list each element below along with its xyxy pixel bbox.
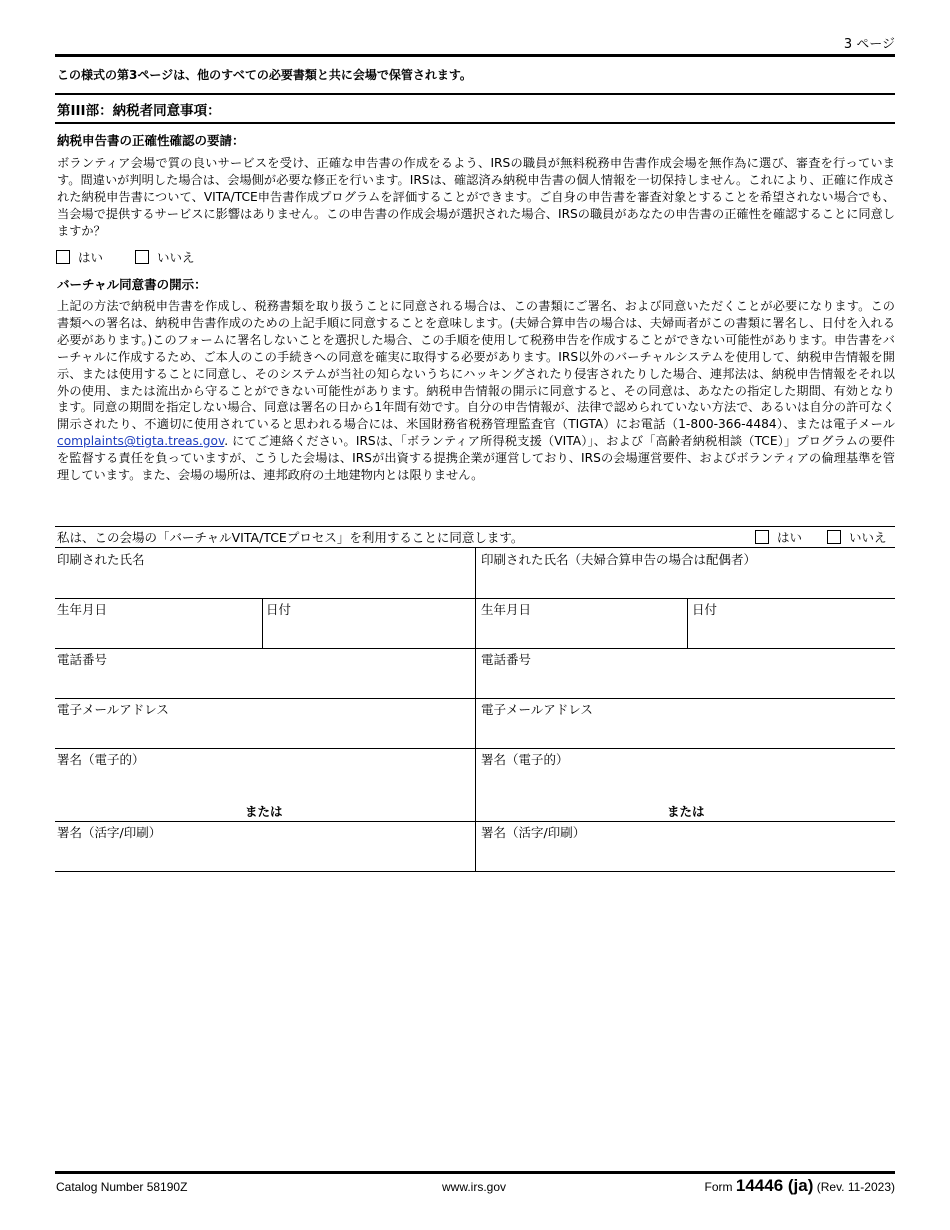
top-rule: [55, 54, 895, 57]
printed-name-field[interactable]: 印刷された氏名: [57, 552, 145, 567]
part-rule-top: [55, 93, 895, 95]
part-rule-bottom: [55, 122, 895, 124]
part3-title: 第III部：納税者同意事項：: [57, 103, 221, 119]
accuracy-no-label: いいえ: [157, 250, 195, 265]
form-prefix: Form: [704, 1180, 733, 1194]
spouse-or-label: または: [667, 804, 705, 819]
catalog-number: Catalog Number 58190Z: [56, 1180, 188, 1194]
signature-typed-field[interactable]: 署名（活字/印刷）: [57, 825, 162, 840]
accuracy-yes-checkbox[interactable]: [56, 250, 70, 264]
virtual-consent-body-part2: . にてご連絡ください。IRSは、「ボランティア所得税支援（VITA）」、および「高齢者納税相談（TCE）」プログラムの要件を監督する責任を負っていますが、こうした会場は、IRSが出資する提携企業が運営しており、IRSの会場運営要件、およびボランティアの倫理基準を管理しています。また、会場の場所は、連邦政府の土地建物内とは限りません。: [57, 434, 895, 483]
virtual-consent-body-part1: 上記の方法で納税申告書を作成し、税務書類を取り扱うことに同意される場合は、この書類にご署名、および同意いただくことが必要になります。この書類への署名は、納税申告書作成のための上記手順に同意することを意味します。(夫婦合算申告の場合は、夫婦両者がこの書類に署名し、日付を入れる必要があります。)このフォームに署名しないことを選択した場合、この手順を使用して税務申告を作成することができない可能性があります。申告書をバーチャルに作成するため、ご本人のこの手続きへの同意を確実に取得する必要があります。IRS以外のバーチャルシステムを使用して、納税申告情報を開示、または使用することに同意し、そのシステムが当社の知らないうちにハッキングされたり侵害されたりした場合、連邦法は、納税申告情報をそれ以外の使用、または流出から守ることができない可能性があります。納税申告情報の開示に同意すると、その同意は、あなたの指定した期間、有効となります。同意の期間を指定しない場合、同意は署名の日から1年間有効です。自分の申告情報が、法律で認められていない方法で、あるいは自分の許可なく開示されたり、不適切に使用されていると思われる場合には、米国財務省税務管理監査官（TIGTA）にお電話（1-800-366-4484）、または電子メール: [57, 299, 895, 432]
grid-line: [475, 547, 476, 872]
date-field[interactable]: 日付: [266, 602, 292, 617]
grid-line: [262, 598, 263, 648]
accuracy-review-body: ボランティア会場で質の良いサービスを受け、正確な申告書の作成をるよう、IRSの職員が無料税務申告書作成会場を無作為に選び、審査を行っています。間違いが判明した場合は、会場側が必要な修正を行います。IRSは、確認済み納税申告書の個人情報を一切保持しません。これにより、正確に作成された納税申告書について、VITA/TCE申告書作成プログラムを評価することができます。ご自身の申告書を審査対象とすることを希望されない場合でも、当会場で提供するサービスに影響はありません。この申告書の作成会場が選択された場合、IRSの職員があなたの申告書の正確性を確認することに同意しますか？: [57, 156, 895, 238]
grid-line: [687, 598, 688, 648]
form-identifier: [705, 1176, 895, 1196]
footer-rule: [55, 1171, 895, 1174]
or-label: または: [245, 804, 283, 819]
retention-notice: この様式の第3ページは、他のすべての必要書類と共に会場で保管されます。: [57, 68, 472, 82]
virtual-no-label: いいえ: [849, 530, 887, 545]
form-number: 14446 (ja): [735, 1176, 814, 1195]
spouse-date-field[interactable]: 日付: [692, 602, 718, 617]
spouse-email-field[interactable]: 電子メールアドレス: [481, 702, 593, 717]
email-field[interactable]: 電子メールアドレス: [57, 702, 169, 717]
signature-grid: [55, 526, 895, 872]
tigta-email-link[interactable]: complaints@tigta.treas.gov: [57, 434, 225, 449]
spouse-signature-typed-field[interactable]: 署名（活字/印刷）: [481, 825, 586, 840]
dob-field[interactable]: 生年月日: [57, 602, 108, 617]
signature-electronic-field[interactable]: 署名（電子的）: [57, 752, 145, 767]
website-link[interactable]: www.irs.gov: [442, 1180, 507, 1194]
spouse-phone-field[interactable]: 電話番号: [481, 652, 532, 667]
virtual-yes-label: はい: [777, 530, 803, 545]
spouse-printed-name-field[interactable]: 印刷された氏名（夫婦合算申告の場合は配偶者）: [481, 552, 757, 567]
virtual-agree-statement: 私は、この会場の「バーチャルVITA/TCEプロセス」を利用することに同意します。: [57, 530, 524, 545]
spouse-dob-field[interactable]: 生年月日: [481, 602, 532, 617]
accuracy-review-heading: 納税申告書の正確性確認の要請：: [57, 133, 245, 148]
phone-field[interactable]: 電話番号: [57, 652, 108, 667]
spouse-signature-electronic-field[interactable]: 署名（電子的）: [481, 752, 569, 767]
accuracy-yes-label: はい: [78, 250, 104, 265]
form-revision: (Rev. 11-2023): [816, 1180, 895, 1194]
virtual-consent-body: [57, 298, 895, 484]
accuracy-no-checkbox[interactable]: [135, 250, 149, 264]
virtual-consent-heading: バーチャル同意書の開示：: [57, 277, 207, 292]
page-number: 3 ページ: [843, 37, 895, 52]
